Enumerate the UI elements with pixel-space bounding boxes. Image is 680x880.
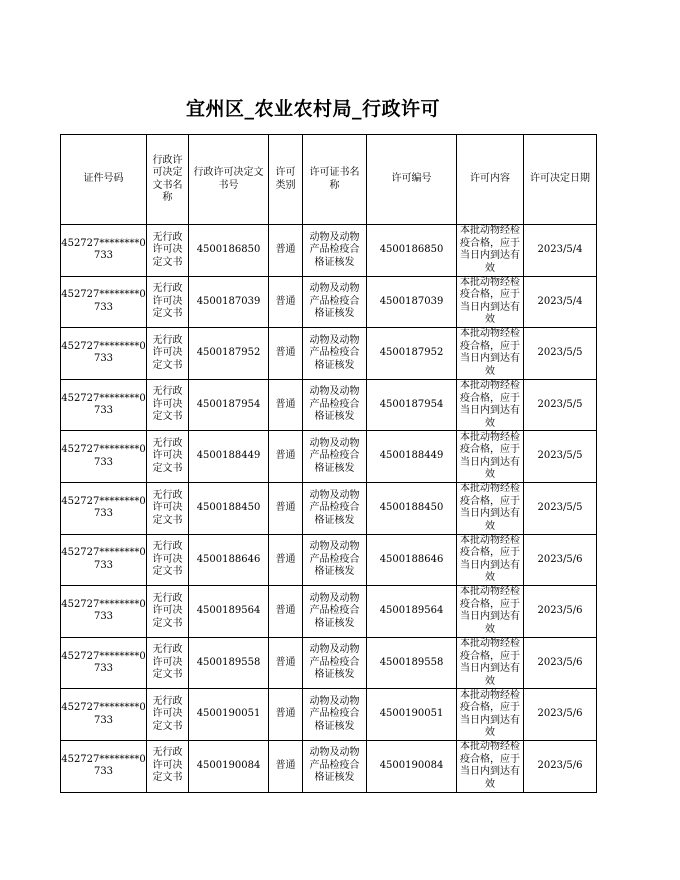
cell-date: 2023/5/5	[524, 328, 597, 380]
cell-license-name: 动物及动物产品检疫合格证核发	[303, 225, 367, 277]
cell-doc-name: 无行政许可决定文书	[147, 225, 189, 277]
table-row	[61, 225, 597, 277]
col-header-license-name: 许可证书名称	[303, 135, 367, 225]
cell-license-name: 动物及动物产品检疫合格证核发	[303, 534, 367, 586]
page-title: 宜州区_农业农村局_行政许可	[185, 98, 440, 120]
table-row	[61, 586, 597, 638]
cell-content: 本批动物经检疫合格，应于当日内到达有效	[457, 534, 524, 586]
cell-content: 本批动物经检疫合格，应于当日内到达有效	[457, 586, 524, 638]
cell-cert: 452727********0733	[61, 328, 147, 380]
cell-license-name: 动物及动物产品检疫合格证核发	[303, 689, 367, 741]
cell-category: 普通	[269, 276, 303, 328]
cell-cert: 452727********0733	[61, 431, 147, 483]
cell-doc-no: 4500187954	[189, 379, 269, 431]
cell-date: 2023/5/6	[524, 534, 597, 586]
cell-license-no: 4500190051	[367, 689, 457, 741]
cell-doc-name: 无行政许可决定文书	[147, 534, 189, 586]
cell-cert: 452727********0733	[61, 482, 147, 534]
cell-license-name: 动物及动物产品检疫合格证核发	[303, 379, 367, 431]
cell-doc-no: 4500188450	[189, 482, 269, 534]
col-header-doc-name: 行政许可决定文书名称	[147, 135, 189, 225]
col-header-license-no: 许可编号	[367, 135, 457, 225]
cell-cert: 452727********0733	[61, 534, 147, 586]
cell-license-no: 4500187954	[367, 379, 457, 431]
cell-cert: 452727********0733	[61, 689, 147, 741]
cell-doc-name: 无行政许可决定文书	[147, 379, 189, 431]
cell-date: 2023/5/5	[524, 431, 597, 483]
cell-category: 普通	[269, 689, 303, 741]
table-row	[61, 482, 597, 534]
table-row	[61, 689, 597, 741]
cell-license-no: 4500188449	[367, 431, 457, 483]
col-header-cert: 证件号码	[61, 135, 147, 225]
cell-category: 普通	[269, 431, 303, 483]
cell-category: 普通	[269, 379, 303, 431]
cell-doc-name: 无行政许可决定文书	[147, 276, 189, 328]
cell-doc-no: 4500187039	[189, 276, 269, 328]
table-row	[61, 431, 597, 483]
cell-doc-no: 4500188449	[189, 431, 269, 483]
cell-license-no: 4500188646	[367, 534, 457, 586]
table-row	[61, 637, 597, 689]
cell-doc-no: 4500189564	[189, 586, 269, 638]
col-header-date: 许可决定日期	[524, 135, 597, 225]
col-header-category: 许可类别	[269, 135, 303, 225]
cell-doc-no: 4500190084	[189, 740, 269, 792]
cell-category: 普通	[269, 586, 303, 638]
cell-doc-no: 4500190051	[189, 689, 269, 741]
license-table	[60, 134, 597, 793]
cell-doc-name: 无行政许可决定文书	[147, 689, 189, 741]
cell-content: 本批动物经检疫合格，应于当日内到达有效	[457, 225, 524, 277]
cell-category: 普通	[269, 482, 303, 534]
cell-doc-name: 无行政许可决定文书	[147, 637, 189, 689]
cell-date: 2023/5/6	[524, 637, 597, 689]
table-row	[61, 328, 597, 380]
cell-doc-name: 无行政许可决定文书	[147, 328, 189, 380]
cell-content: 本批动物经检疫合格，应于当日内到达有效	[457, 740, 524, 792]
cell-date: 2023/5/5	[524, 482, 597, 534]
cell-license-no: 4500187039	[367, 276, 457, 328]
cell-date: 2023/5/4	[524, 276, 597, 328]
cell-content: 本批动物经检疫合格，应于当日内到达有效	[457, 431, 524, 483]
cell-content: 本批动物经检疫合格，应于当日内到达有效	[457, 328, 524, 380]
table-row	[61, 379, 597, 431]
cell-license-no: 4500186850	[367, 225, 457, 277]
cell-content: 本批动物经检疫合格，应于当日内到达有效	[457, 276, 524, 328]
cell-license-no: 4500190084	[367, 740, 457, 792]
col-header-doc-no: 行政许可决定文书号	[189, 135, 269, 225]
cell-content: 本批动物经检疫合格，应于当日内到达有效	[457, 689, 524, 741]
cell-content: 本批动物经检疫合格，应于当日内到达有效	[457, 379, 524, 431]
cell-cert: 452727********0733	[61, 586, 147, 638]
cell-date: 2023/5/6	[524, 740, 597, 792]
cell-content: 本批动物经检疫合格，应于当日内到达有效	[457, 637, 524, 689]
table-row	[61, 276, 597, 328]
cell-cert: 452727********0733	[61, 740, 147, 792]
cell-license-no: 4500189564	[367, 586, 457, 638]
cell-doc-name: 无行政许可决定文书	[147, 482, 189, 534]
cell-doc-name: 无行政许可决定文书	[147, 586, 189, 638]
cell-category: 普通	[269, 534, 303, 586]
cell-doc-no: 4500189558	[189, 637, 269, 689]
cell-doc-no: 4500186850	[189, 225, 269, 277]
cell-license-name: 动物及动物产品检疫合格证核发	[303, 482, 367, 534]
cell-license-name: 动物及动物产品检疫合格证核发	[303, 586, 367, 638]
cell-cert: 452727********0733	[61, 379, 147, 431]
cell-license-no: 4500188450	[367, 482, 457, 534]
cell-license-name: 动物及动物产品检疫合格证核发	[303, 431, 367, 483]
cell-doc-name: 无行政许可决定文书	[147, 740, 189, 792]
cell-license-name: 动物及动物产品检疫合格证核发	[303, 328, 367, 380]
cell-category: 普通	[269, 637, 303, 689]
cell-doc-no: 4500188646	[189, 534, 269, 586]
cell-date: 2023/5/4	[524, 225, 597, 277]
cell-cert: 452727********0733	[61, 637, 147, 689]
header-row	[61, 135, 597, 225]
cell-license-name: 动物及动物产品检疫合格证核发	[303, 637, 367, 689]
table-row	[61, 740, 597, 792]
cell-category: 普通	[269, 740, 303, 792]
cell-license-no: 4500187952	[367, 328, 457, 380]
cell-license-name: 动物及动物产品检疫合格证核发	[303, 740, 367, 792]
cell-cert: 452727********0733	[61, 225, 147, 277]
cell-date: 2023/5/6	[524, 586, 597, 638]
cell-license-no: 4500189558	[367, 637, 457, 689]
cell-license-name: 动物及动物产品检疫合格证核发	[303, 276, 367, 328]
cell-content: 本批动物经检疫合格，应于当日内到达有效	[457, 482, 524, 534]
cell-doc-no: 4500187952	[189, 328, 269, 380]
col-header-content: 许可内容	[457, 135, 524, 225]
cell-category: 普通	[269, 225, 303, 277]
cell-cert: 452727********0733	[61, 276, 147, 328]
cell-doc-name: 无行政许可决定文书	[147, 431, 189, 483]
table-row	[61, 534, 597, 586]
cell-category: 普通	[269, 328, 303, 380]
cell-date: 2023/5/5	[524, 379, 597, 431]
cell-date: 2023/5/6	[524, 689, 597, 741]
